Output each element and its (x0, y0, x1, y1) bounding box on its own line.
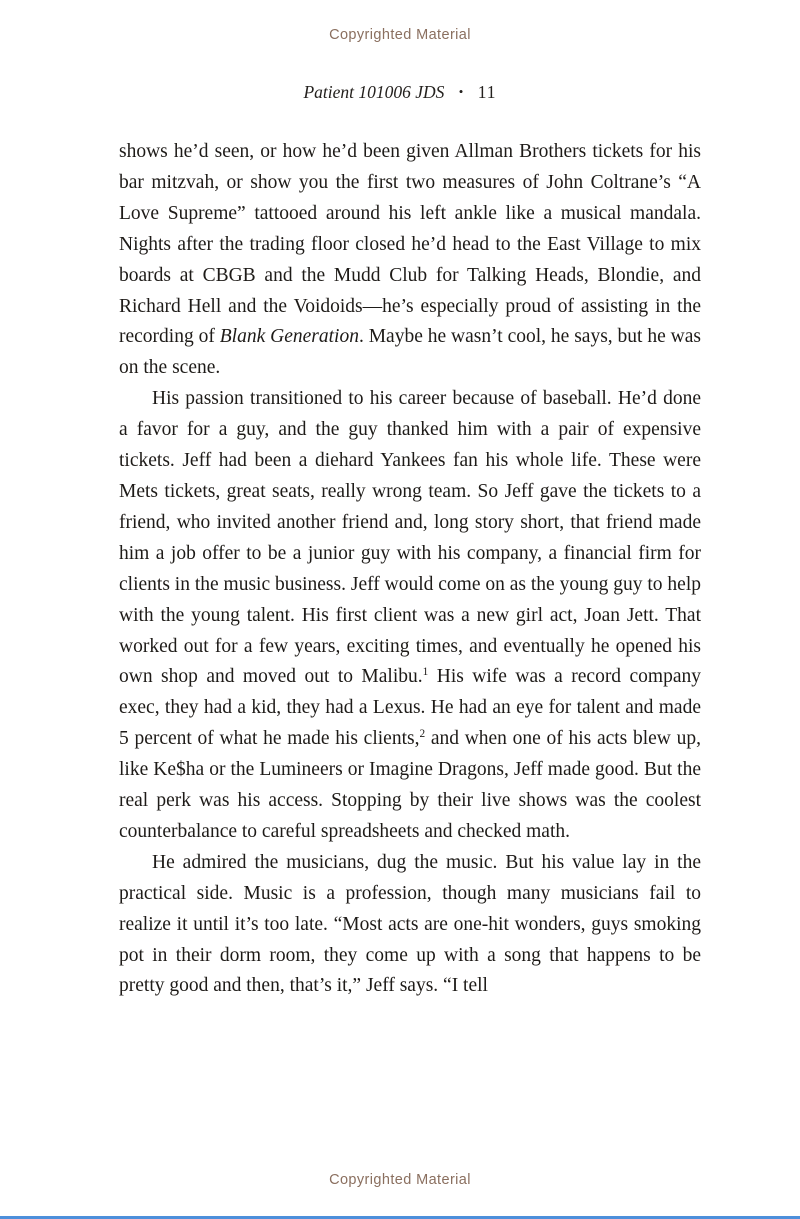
text-segment: His wife was a record company exec, they had a kid, they had a Lexus. He had an eye for talent and made 5 percent of what he made his clients, (119, 666, 701, 750)
copyright-notice-bottom: Copyrighted Material (329, 1172, 471, 1188)
running-header-title: Patient 101006 JDS (303, 82, 445, 102)
text-segment: . Maybe he wasn’t cool, he says, but he was on the scene. (119, 326, 701, 379)
text-segment: His passion transitioned to his career because of baseball. He’d done a favor for a guy, and the guy thanked him with a pair of expensive tickets. Jeff had been a diehard Yankees fan his whole life. These were Mets tickets, great seats, really wrong team. So Jeff gave the tickets to a friend, who invited another friend and, long story short, that friend made him a job offer to be a junior guy with his company, a financial firm for clients in the music business. Jeff would come on as the young guy to help with the young talent. His first client was a new girl act, Joan Jett. That worked out for a few years, exciting times, and eventually he opened his own shop and moved out to Malibu. (119, 388, 701, 688)
running-header-separator: • (458, 84, 464, 99)
footnote-marker: 1 (422, 666, 429, 679)
text-segment: He admired the musicians, dug the music. But his value lay in the practical side. Music is a profession, though many musicians fail to realize it until it’s too late. “Most acts are one-hit wonders, guys smoking pot in their dorm room, they come up with a song that happens to be pretty good and then, that’s it,” Jeff says. “I tell (119, 851, 701, 997)
text-segment: Blank Generation (219, 326, 359, 348)
paragraph (119, 384, 701, 848)
page-number: 11 (477, 82, 497, 102)
paragraph (119, 848, 701, 1003)
running-header (0, 82, 800, 103)
body-text (119, 137, 701, 1002)
paragraph (119, 137, 701, 384)
copyright-notice-top: Copyrighted Material (329, 27, 471, 43)
text-segment: and when one of his acts blew up, like Ke$ha or the Lumineers or Imagine Dragons, Jeff made good. But the real perk was his access. Stopping by their live shows was the coolest counterbalance to careful spreadsheets and checked math. (119, 728, 701, 842)
footnote-marker: 2 (419, 728, 426, 741)
text-segment: shows he’d seen, or how he’d been given Allman Brothers tickets for his bar mitzvah, or show you the first two measures of John Coltrane’s “A Love Supreme” tattooed around his left ankle like a musical mandala. Nights after the trading floor closed he’d head to the East Village to mix boards at CBGB and the Mudd Club for Talking Heads, Blondie, and Richard Hell and the Voidoids—he’s especially proud of assisting in the recording of (119, 141, 701, 348)
